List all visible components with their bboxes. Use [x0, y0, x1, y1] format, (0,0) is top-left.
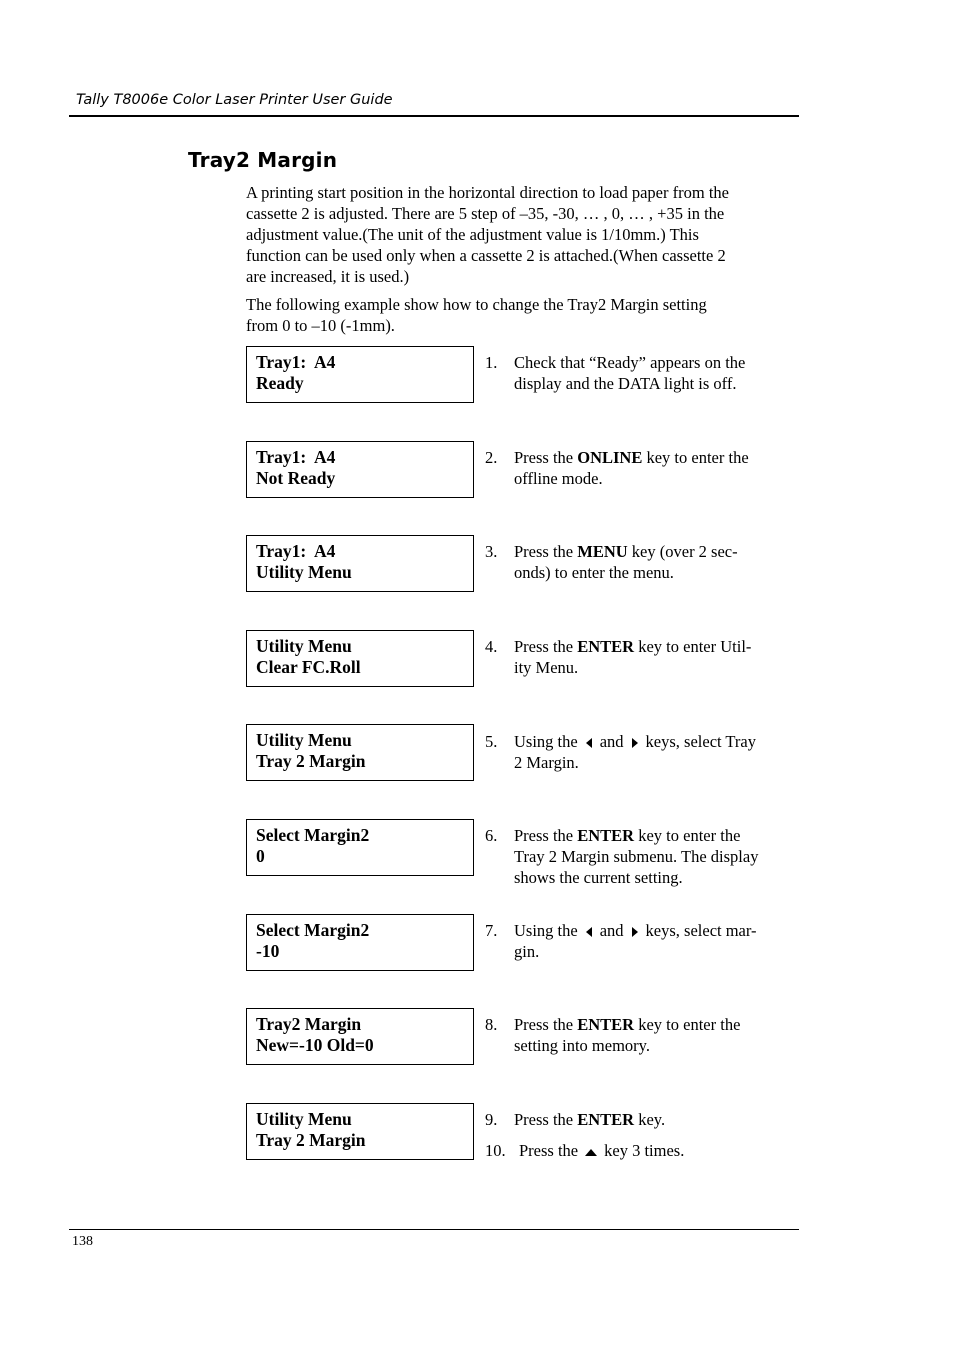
left-arrow-icon	[586, 927, 592, 937]
step-number: 5.	[485, 732, 498, 751]
lcd-display	[246, 819, 474, 876]
intro-paragraph	[246, 182, 796, 287]
step-text-part: Press the	[514, 1015, 578, 1034]
footer-rule	[69, 1229, 799, 1230]
step-line: gin.	[514, 942, 540, 961]
lcd-display	[246, 1103, 474, 1160]
step-6	[485, 825, 795, 888]
step-text-part: Using the	[514, 732, 578, 751]
step-number: 9.	[485, 1110, 498, 1129]
step-line: offline mode.	[514, 469, 603, 488]
key-name: ENTER	[577, 637, 635, 656]
lcd-line-2: Clear FC.Roll	[256, 657, 361, 677]
step-1	[485, 352, 795, 394]
header-rule	[69, 115, 799, 117]
step-3	[485, 541, 795, 583]
intro-line: are increased, it is used.)	[246, 267, 410, 286]
step-number: 2.	[485, 448, 498, 467]
running-header: Tally T8006e Color Laser Printer User Guide	[76, 92, 393, 108]
step-text-part: key to enter the	[642, 448, 749, 467]
lcd-line-1: Tray1: A4	[256, 447, 336, 467]
lcd-line-2: Tray 2 Margin	[256, 751, 366, 771]
step-line: onds) to enter the menu.	[514, 563, 674, 582]
lcd-display	[246, 1008, 474, 1065]
step-text-part: key to enter Util-	[634, 637, 752, 656]
step-line: shows the current setting.	[514, 868, 683, 887]
lcd-line-2: Utility Menu	[256, 562, 352, 582]
step-10	[485, 1140, 795, 1161]
step-number: 8.	[485, 1015, 498, 1034]
step-text	[514, 920, 795, 962]
step-text-part: Using the	[514, 921, 578, 940]
step-number: 6.	[485, 826, 498, 845]
step-text	[514, 447, 795, 489]
lcd-line-2: -10	[256, 941, 280, 961]
lcd-display	[246, 914, 474, 971]
lcd-display	[246, 441, 474, 498]
step-line: display and the DATA light is off.	[514, 374, 737, 393]
step-9	[485, 1109, 795, 1130]
example-line: from 0 to –10 (-1mm).	[246, 316, 395, 335]
left-arrow-icon	[586, 738, 592, 748]
step-text	[514, 1014, 795, 1056]
example-paragraph	[246, 294, 796, 336]
lcd-line-1: Tray1: A4	[256, 352, 336, 372]
step-line: 2 Margin.	[514, 753, 579, 772]
step-text-part: Press the	[514, 826, 578, 845]
step-text-part: Press the	[514, 448, 578, 467]
step-line: Check that “Ready” appears on the	[514, 353, 746, 372]
step-number: 1.	[485, 353, 498, 372]
lcd-line-1: Tray1: A4	[256, 541, 336, 561]
step-text-part: key 3 times.	[604, 1141, 685, 1160]
key-name: MENU	[577, 542, 628, 561]
step-text-part: Press the	[519, 1141, 579, 1160]
lcd-display	[246, 346, 474, 403]
intro-line: cassette 2 is adjusted. There are 5 step of –35, -30, … , 0, … , +35 in the	[246, 204, 725, 223]
example-line: The following example show how to change the Tray2 Margin setting	[246, 295, 707, 314]
step-text-part: key.	[634, 1110, 666, 1129]
step-text	[514, 541, 795, 583]
intro-line: function can be used only when a cassette 2 is attached.(When cassette 2	[246, 246, 726, 265]
intro-line: adjustment value.(The unit of the adjustment value is 1/10mm.) This	[246, 225, 699, 244]
step-text	[519, 1140, 795, 1161]
step-line: Tray 2 Margin submenu. The display	[514, 847, 759, 866]
step-text-part: key (over 2 sec-	[627, 542, 738, 561]
lcd-line-1: Tray2 Margin	[256, 1014, 362, 1034]
step-text	[514, 1109, 795, 1130]
step-8	[485, 1014, 795, 1056]
right-arrow-icon	[632, 927, 638, 937]
step-number: 7.	[485, 921, 498, 940]
step-text-part: key to enter the	[634, 826, 741, 845]
lcd-line-2: 0	[256, 846, 265, 866]
step-text	[514, 825, 795, 888]
lcd-display	[246, 535, 474, 592]
lcd-line-2: Tray 2 Margin	[256, 1130, 366, 1150]
key-name: ENTER	[577, 1110, 635, 1129]
step-text-part: keys, select mar-	[645, 921, 757, 940]
step-text	[514, 352, 795, 394]
page-number: 138	[72, 1234, 93, 1249]
step-text-part: and	[599, 921, 624, 940]
lcd-line-1: Select Margin2	[256, 825, 370, 845]
step-text-part: key to enter the	[634, 1015, 741, 1034]
lcd-line-1: Select Margin2	[256, 920, 370, 940]
intro-line: A printing start position in the horizontal direction to load paper from the	[246, 183, 729, 202]
step-7	[485, 920, 795, 962]
key-name: ENTER	[577, 826, 635, 845]
step-line: ity Menu.	[514, 658, 579, 677]
lcd-line-1: Utility Menu	[256, 636, 352, 656]
step-text-part: Press the	[514, 542, 578, 561]
step-number: 4.	[485, 637, 498, 656]
key-name: ONLINE	[577, 448, 643, 467]
lcd-line-1: Utility Menu	[256, 1109, 352, 1129]
up-arrow-icon	[585, 1149, 597, 1156]
lcd-line-2: New=-10 Old=0	[256, 1035, 374, 1055]
step-2	[485, 447, 795, 489]
step-number: 3.	[485, 542, 498, 561]
right-arrow-icon	[632, 738, 638, 748]
step-line: setting into memory.	[514, 1036, 650, 1055]
key-name: ENTER	[577, 1015, 635, 1034]
step-text-part: Press the	[514, 637, 578, 656]
step-text-part: and	[599, 732, 624, 751]
lcd-display	[246, 724, 474, 781]
section-title: Tray2 Margin	[188, 148, 338, 172]
step-4	[485, 636, 795, 678]
lcd-display	[246, 630, 474, 687]
step-text	[514, 731, 795, 773]
lcd-line-1: Utility Menu	[256, 730, 352, 750]
step-text-part: keys, select Tray	[645, 732, 756, 751]
step-text	[514, 636, 795, 678]
step-5	[485, 731, 795, 773]
step-number: 10.	[485, 1141, 506, 1160]
lcd-line-2: Not Ready	[256, 468, 336, 488]
lcd-line-2: Ready	[256, 373, 304, 393]
step-text-part: Press the	[514, 1110, 578, 1129]
